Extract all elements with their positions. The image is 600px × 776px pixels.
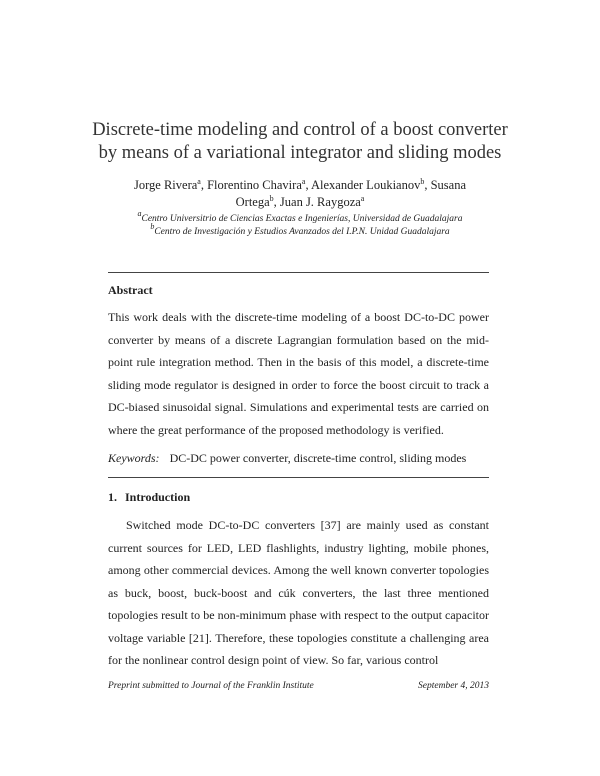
section-heading	[108, 490, 190, 505]
paper-title	[90, 119, 510, 165]
author-separator: ,	[273, 195, 280, 209]
author-separator: ,	[424, 178, 431, 192]
author-name: Juan J. Raygoza	[279, 195, 361, 209]
section-number: 1.	[108, 490, 117, 504]
author-name: Florentino Chavira	[207, 178, 302, 192]
author-name: Jorge Rivera	[133, 178, 198, 192]
affiliation	[80, 209, 520, 226]
footer-date: September 4, 2013	[418, 681, 489, 691]
keywords-text: DC-DC power converter, discrete-time control, sliding modes	[169, 451, 467, 465]
author-affil-mark: a	[360, 194, 365, 203]
affil-mark: b	[150, 222, 155, 231]
affiliations	[80, 209, 520, 239]
author-affil-mark: a	[301, 177, 306, 186]
affil-mark: a	[137, 209, 142, 218]
author-separator: ,	[200, 178, 208, 192]
author-name: Alexander Loukianov	[311, 178, 421, 192]
author-list	[100, 177, 500, 211]
footer-preprint: Preprint submitted to Journal of the Franklin Institute	[108, 681, 314, 691]
author-separator: ,	[305, 178, 311, 192]
author-name-first: Susana	[430, 178, 467, 192]
author-name-rest: Ortega	[235, 195, 270, 209]
author-line	[100, 194, 500, 211]
affil-text: Centro de Investigación y Estudios Avanzados del I.P.N. Unidad Guadalajara	[154, 227, 450, 237]
title-line: Discrete-time modeling and control of a boost converter	[92, 120, 508, 140]
affiliation	[80, 222, 520, 239]
author-affil-mark: b	[269, 194, 274, 203]
introduction-text: Switched mode DC-to-DC converters [37] are mainly used as constant current sources for LED, LED flashlights, industry lighting, mobile phones, among other commercial devices. Among the well known converter topologies as buck, boost, buck-boost and cúk converters, the last three mentioned topologies result to be non-minimum phase with respect to the output capacitor voltage variable [21]. Therefore, these topologies constitute a challenging area for the nonlinear control design point of view. So far, various control	[108, 518, 489, 667]
abstract-bottom-rule	[108, 477, 489, 478]
author-affil-mark: b	[420, 177, 425, 186]
keywords-label: Keywords:	[108, 451, 160, 465]
abstract-heading: Abstract	[108, 283, 153, 297]
section-title: Introduction	[125, 490, 191, 504]
author-affil-mark: a	[197, 177, 201, 186]
abstract-text: This work deals with the discrete-time modeling of a boost DC-to-DC power converter by means of a discrete Lagrangian formulation based on the mid-point rule integration method. Then in the basis of this model, a discrete-time sliding mode regulator is designed in order to force the boost circuit to track a DC-biased sinusoidal signal. Simulations and experimental tests are carried on where the great performance of the proposed methodology is verified.	[108, 310, 489, 437]
abstract-top-rule	[108, 272, 489, 273]
author-line	[100, 177, 500, 194]
page-footer	[108, 681, 489, 691]
title-line: by means of a variational integrator and sliding modes	[98, 143, 502, 163]
keywords	[108, 451, 489, 466]
affil-text: Centro Universitrio de Ciencias Exactas e Ingenierías, Universidad de Guadalajara	[141, 214, 463, 224]
